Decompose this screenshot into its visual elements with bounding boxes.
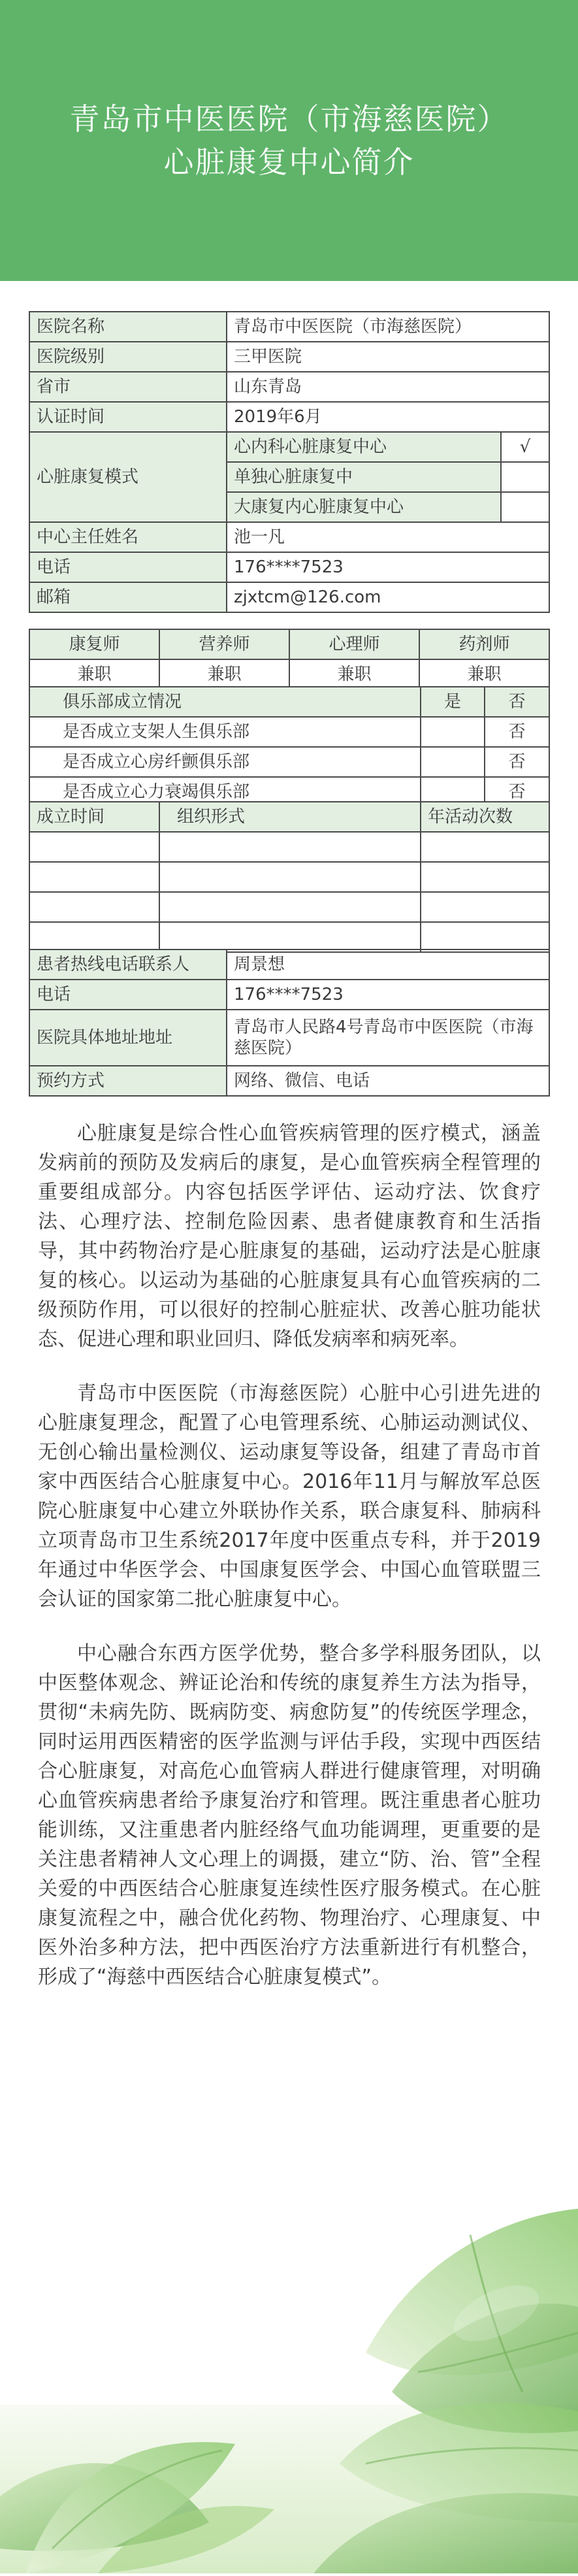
hospital-info-table [29, 311, 550, 613]
table-row [29, 862, 549, 892]
hospital-name-value: 青岛市中医医院（市海慈医院） [227, 312, 549, 342]
page-header [0, 0, 578, 281]
rehab-mode-check [501, 462, 549, 492]
hotline-person: 周景想 [227, 949, 549, 980]
club-header: 俱乐部成立情况 [29, 687, 421, 717]
phone-value: 176****7523 [227, 552, 549, 582]
table-row [29, 659, 549, 689]
club-table [29, 686, 550, 808]
staff-header-psychology: 心理师 [289, 629, 419, 659]
booking-value: 网络、微信、电话 [227, 1066, 549, 1096]
table-row [29, 312, 549, 342]
staff-header-pharmacy: 药剂师 [419, 629, 549, 659]
staff-value: 兼职 [419, 659, 549, 689]
staff-club-table [29, 629, 550, 690]
table-row [29, 432, 549, 462]
article-body [38, 1119, 541, 2017]
club-row-label: 是否成立支架人生俱乐部 [29, 717, 421, 747]
table-row [29, 552, 549, 582]
address-label: 医院具体地址地址 [29, 1010, 227, 1066]
table-row [29, 922, 549, 952]
staff-header-nutrition: 营养师 [159, 629, 289, 659]
club-row-no: 否 [485, 717, 549, 747]
page-title-line2: 心脏康复中心简介 [163, 144, 415, 180]
club-row-label: 是否成立心力衰竭俱乐部 [29, 777, 421, 807]
table-row [29, 747, 549, 777]
table-row [29, 949, 549, 980]
rehab-mode-check: √ [501, 432, 549, 462]
address-value: 青岛市人民路4号青岛市中医医院（市海慈医院） [227, 1010, 549, 1066]
phone-label: 电话 [29, 552, 227, 582]
club-row-label: 是否成立心房纤颤俱乐部 [29, 747, 421, 777]
contact-phone-label: 电话 [29, 980, 227, 1010]
leaves-decoration [0, 2156, 578, 2573]
table-row [29, 687, 549, 717]
email-value: zjxtcm@126.com [227, 582, 549, 612]
club-row-no: 否 [485, 747, 549, 777]
article-paragraph-1: 心脏康复是综合性心血管疾病管理的医疗模式，涵盖发病前的预防及发病后的康复，是心血管疾病全程管理的重要组成部分。内容包括医学评估、运动疗法、饮食疗法、心理疗法、控制危险因素、患者健康教育和生活指导，其中药物治疗是心脏康复的基础，运动疗法是心脏康复的核心。以运动为基础的心脏康复具有心血管疾病的二级预防作用，可以很好的控制心脏症状、改善心脏功能状态、促进心理和职业回归、降低发病率和病死率。 [38, 1122, 541, 1351]
green-leaves-illustration-icon [0, 2156, 578, 2573]
table-row [29, 342, 549, 372]
club-row-no: 否 [485, 777, 549, 807]
staff-header-rehab: 康复师 [29, 629, 159, 659]
province-value: 山东青岛 [227, 372, 549, 402]
article-paragraph-2: 青岛市中医医院（市海慈医院）心脏中心引进先进的心脏康复理念，配置了心电管理系统、心肺运动测试仪、无创心输出量检测仪、运动康复等设备，组建了青岛市首家中西医结合心脏康复中心。2016年11月与解放军总医院心脏康复中心建立外联协作关系，联合康复科、肺病科立项青岛市卫生系统2017年度中医重点专科，并于2019年通过中华医学会、中国康复医学会、中国心血管联盟三会认证的国家第二批心脏康复中心。 [38, 1382, 541, 1611]
table-row [29, 629, 549, 659]
cert-time-value: 2019年6月 [227, 402, 549, 432]
table-row [29, 582, 549, 612]
table-row [29, 802, 549, 832]
table-row [29, 832, 549, 862]
table-row [29, 402, 549, 432]
province-label: 省市 [29, 372, 227, 402]
table-row [29, 980, 549, 1010]
staff-value: 兼职 [289, 659, 419, 689]
contact-table [29, 949, 550, 1097]
club-row-yes [421, 747, 485, 777]
rehab-mode-check [501, 492, 549, 522]
table-row [29, 1066, 549, 1096]
club-yes-header: 是 [421, 687, 485, 717]
page-title-line1: 青岛市中医医院（市海慈医院） [69, 101, 509, 137]
booking-label: 预约方式 [29, 1066, 227, 1096]
table-row [29, 522, 549, 552]
article-paragraph-3: 中心融合东西方医学优势，整合多学科服务团队，以中医整体观念、辨证论治和传统的康复养生方法为指导，贯彻“未病先防、既病防变、病愈防复”的传统医学理念，同时运用西医精密的医学监测与评估手段，实现中西医结合心脏康复，对高危心血管病人群进行健康管理，对明确心血管疾病患者给予康复治疗和管理。既注重患者心脏功能训练，又注重患者内脏经络气血功能调理，更重要的是关注患者精神人文心理上的调摄，建立“防、治、管”全程关爱的中西医结合心脏康复连续性医疗服务模式。在心脏康复流程之中，融合优化药物、物理治疗、心理康复、中医外治多种方法，把中西医治疗方法重新进行有机整合，形成了“海慈中西医结合心脏康复模式”。 [38, 1642, 541, 1989]
rehab-mode-label: 心脏康复模式 [29, 432, 227, 522]
col-annual-activities: 年活动次数 [421, 802, 549, 832]
club-no-header: 否 [485, 687, 549, 717]
rehab-mode-option: 单独心脏康复中 [227, 462, 501, 492]
email-label: 邮箱 [29, 582, 227, 612]
rehab-mode-option: 大康复内心脏康复中心 [227, 492, 501, 522]
staff-value: 兼职 [159, 659, 289, 689]
staff-value: 兼职 [29, 659, 159, 689]
table-row [29, 892, 549, 922]
table-row [29, 717, 549, 747]
cert-time-label: 认证时间 [29, 402, 227, 432]
hospital-level-label: 医院级别 [29, 342, 227, 372]
hospital-level-value: 三甲医院 [227, 342, 549, 372]
director-label: 中心主任姓名 [29, 522, 227, 552]
club-activity-table [29, 801, 550, 953]
hotline-label: 患者热线电话联系人 [29, 949, 227, 980]
hospital-name-label: 医院名称 [29, 312, 227, 342]
table-row [29, 372, 549, 402]
table-row [29, 1010, 549, 1066]
col-organization-form: 组织形式 [159, 802, 421, 832]
director-value: 池一凡 [227, 522, 549, 552]
rehab-mode-option: 心内科心脏康复中心 [227, 432, 501, 462]
contact-phone-value: 176****7523 [227, 980, 549, 1010]
club-row-yes [421, 717, 485, 747]
col-established-time: 成立时间 [29, 802, 159, 832]
